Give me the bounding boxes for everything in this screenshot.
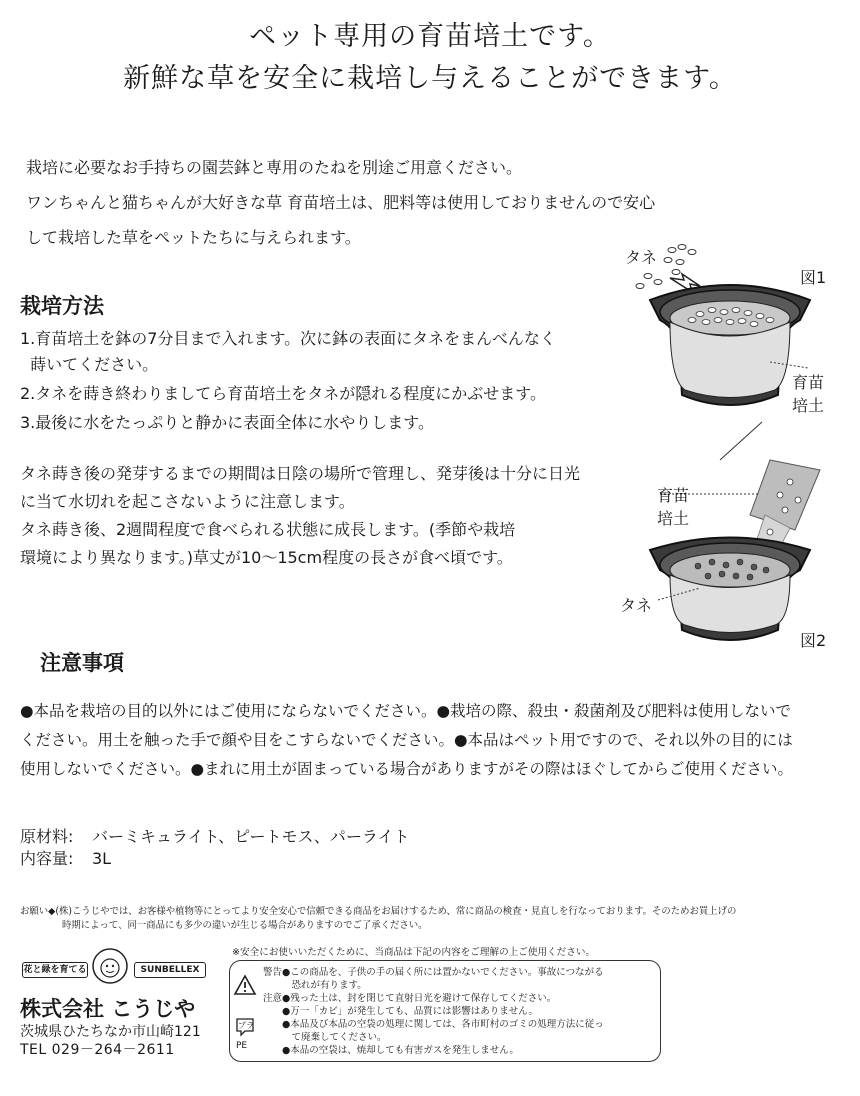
company-name: 株式会社 こうじや	[20, 997, 196, 1021]
volume-value: 3L	[92, 849, 112, 868]
company-address: 茨城県ひたちなか市山崎121	[20, 1024, 201, 1040]
method-note-1: タネ蒔き後の発芽するまでの期間は日陰の場所で管理し、発芽後は十分に日光	[20, 464, 581, 483]
company-tel: TEL 029－264－2611	[20, 1042, 175, 1058]
volume-label: 内容量:	[20, 849, 74, 868]
figure-2-seed-label: タネ	[620, 596, 653, 615]
title-line-1: ペット専用の育苗培土です。	[249, 21, 611, 52]
request-line-2: 時期によって、同一商品にも多少の違いが生じる場合がありますのでご了承ください。	[62, 920, 428, 931]
method-step-1-cont: 蒔いてください。	[20, 355, 159, 374]
method-note-3: タネ蒔き後、2週間程度で食べられる状態に成長します。(季節や栽培	[20, 520, 516, 539]
cautions-line-2: ください。用土を触った手で顔や目をこすらないでください。●本品はペット用ですので、それ以外の目的には	[20, 731, 793, 749]
safety-line-3: 注意●残った土は、封を閉じて直射日光を避けて保存してください。	[263, 993, 557, 1004]
figure-1-label: 図1	[800, 268, 827, 287]
safety-line-1: 警告●この商品を、子供の手の届く所には置かないでください。事故につながる	[263, 967, 604, 978]
company-badge-right: SUNBELLEX	[134, 962, 206, 978]
request-line-1: お願い◆(株)こうじやでは、お客様や植物等にとってより安全安心で信頼できる商品をお届けするため、常に商品の検査・見直しを行なっております。そのためお買上げの	[20, 906, 737, 917]
intro-line-3: して栽培した草をペットたちに与えられます。	[26, 228, 361, 247]
material-value: バーミキュライト、ピートモス、パーライト	[92, 827, 410, 846]
figure-2-pot-illustration	[620, 420, 840, 650]
intro-line-1: 栽培に必要なお手持ちの園芸鉢と専用のたねを別途ご用意ください。	[26, 158, 523, 177]
method-note-4: 環境により異なります。)草丈が10～15cm程度の長さが食べ頃です。	[20, 548, 513, 567]
figure-1-soil-label-2: 培土	[792, 396, 825, 415]
safety-line-5: ●本品及び本品の空袋の処理に関しては、各市町村のゴミの処理方法に従っ	[263, 1019, 604, 1030]
cautions-heading: 注意事項	[40, 651, 124, 675]
cautions-line-1: ●本品を栽培の目的以外にはご使用にならないでください。●栽培の際、殺虫・殺菌剤及び肥料は使用しないで	[20, 702, 792, 720]
figure-1-soil-label-1: 育苗	[792, 373, 825, 392]
method-step-2: 2.タネを蒔き終わりましてら育苗培土をタネが隠れる程度にかぶせます。	[20, 384, 546, 403]
cautions-line-3: 使用しないでください。●まれに用土が固まっている場合がありますがその際はほぐしてからご使用ください。	[20, 760, 794, 778]
safety-line-7: ●本品の空袋は、焼却しても有害ガスを発生しません。	[263, 1045, 519, 1056]
recycle-material-label: PE	[236, 1041, 248, 1051]
figure-1-seed-label: タネ	[625, 248, 658, 267]
material-label: 原材料:	[20, 827, 74, 846]
safety-header: ※安全にお使いいただくために、当商品は下記の内容をご理解の上ご使用ください。	[232, 947, 596, 958]
intro-line-2: ワンちゃんと猫ちゃんが大好きな草 育苗培土は、肥料等は使用しておりませんので安心	[26, 193, 656, 212]
method-step-1: 1.育苗培土を鉢の7分目まで入れます。次に鉢の表面にタネをまんべんなく	[20, 329, 556, 348]
safety-line-4: ●万一「カビ」が発生しても、品質には影響はありません。	[263, 1006, 538, 1017]
method-note-2: に当て水切れを起こさないように注意します。	[20, 492, 355, 511]
title-line-2: 新鮮な草を安全に栽培し与えることができます。	[123, 63, 737, 94]
warning-triangle-icon	[233, 974, 257, 996]
figure-2-soil-label-2: 培土	[657, 509, 690, 528]
safety-line-2: 恐れが有ります。	[263, 980, 367, 991]
method-heading: 栽培方法	[20, 294, 104, 318]
method-step-3: 3.最後に水をたっぷりと静かに表面全体に水やりします。	[20, 413, 434, 432]
sun-logo-icon	[88, 946, 132, 986]
recycle-mark-label: プラ	[238, 1021, 254, 1030]
figure-2-label: 図2	[800, 631, 827, 650]
safety-line-6: て廃棄してください。	[263, 1032, 387, 1043]
company-badge-left: 花と緑を育てる	[22, 962, 88, 978]
figure-2-soil-label-1: 育苗	[657, 486, 690, 505]
